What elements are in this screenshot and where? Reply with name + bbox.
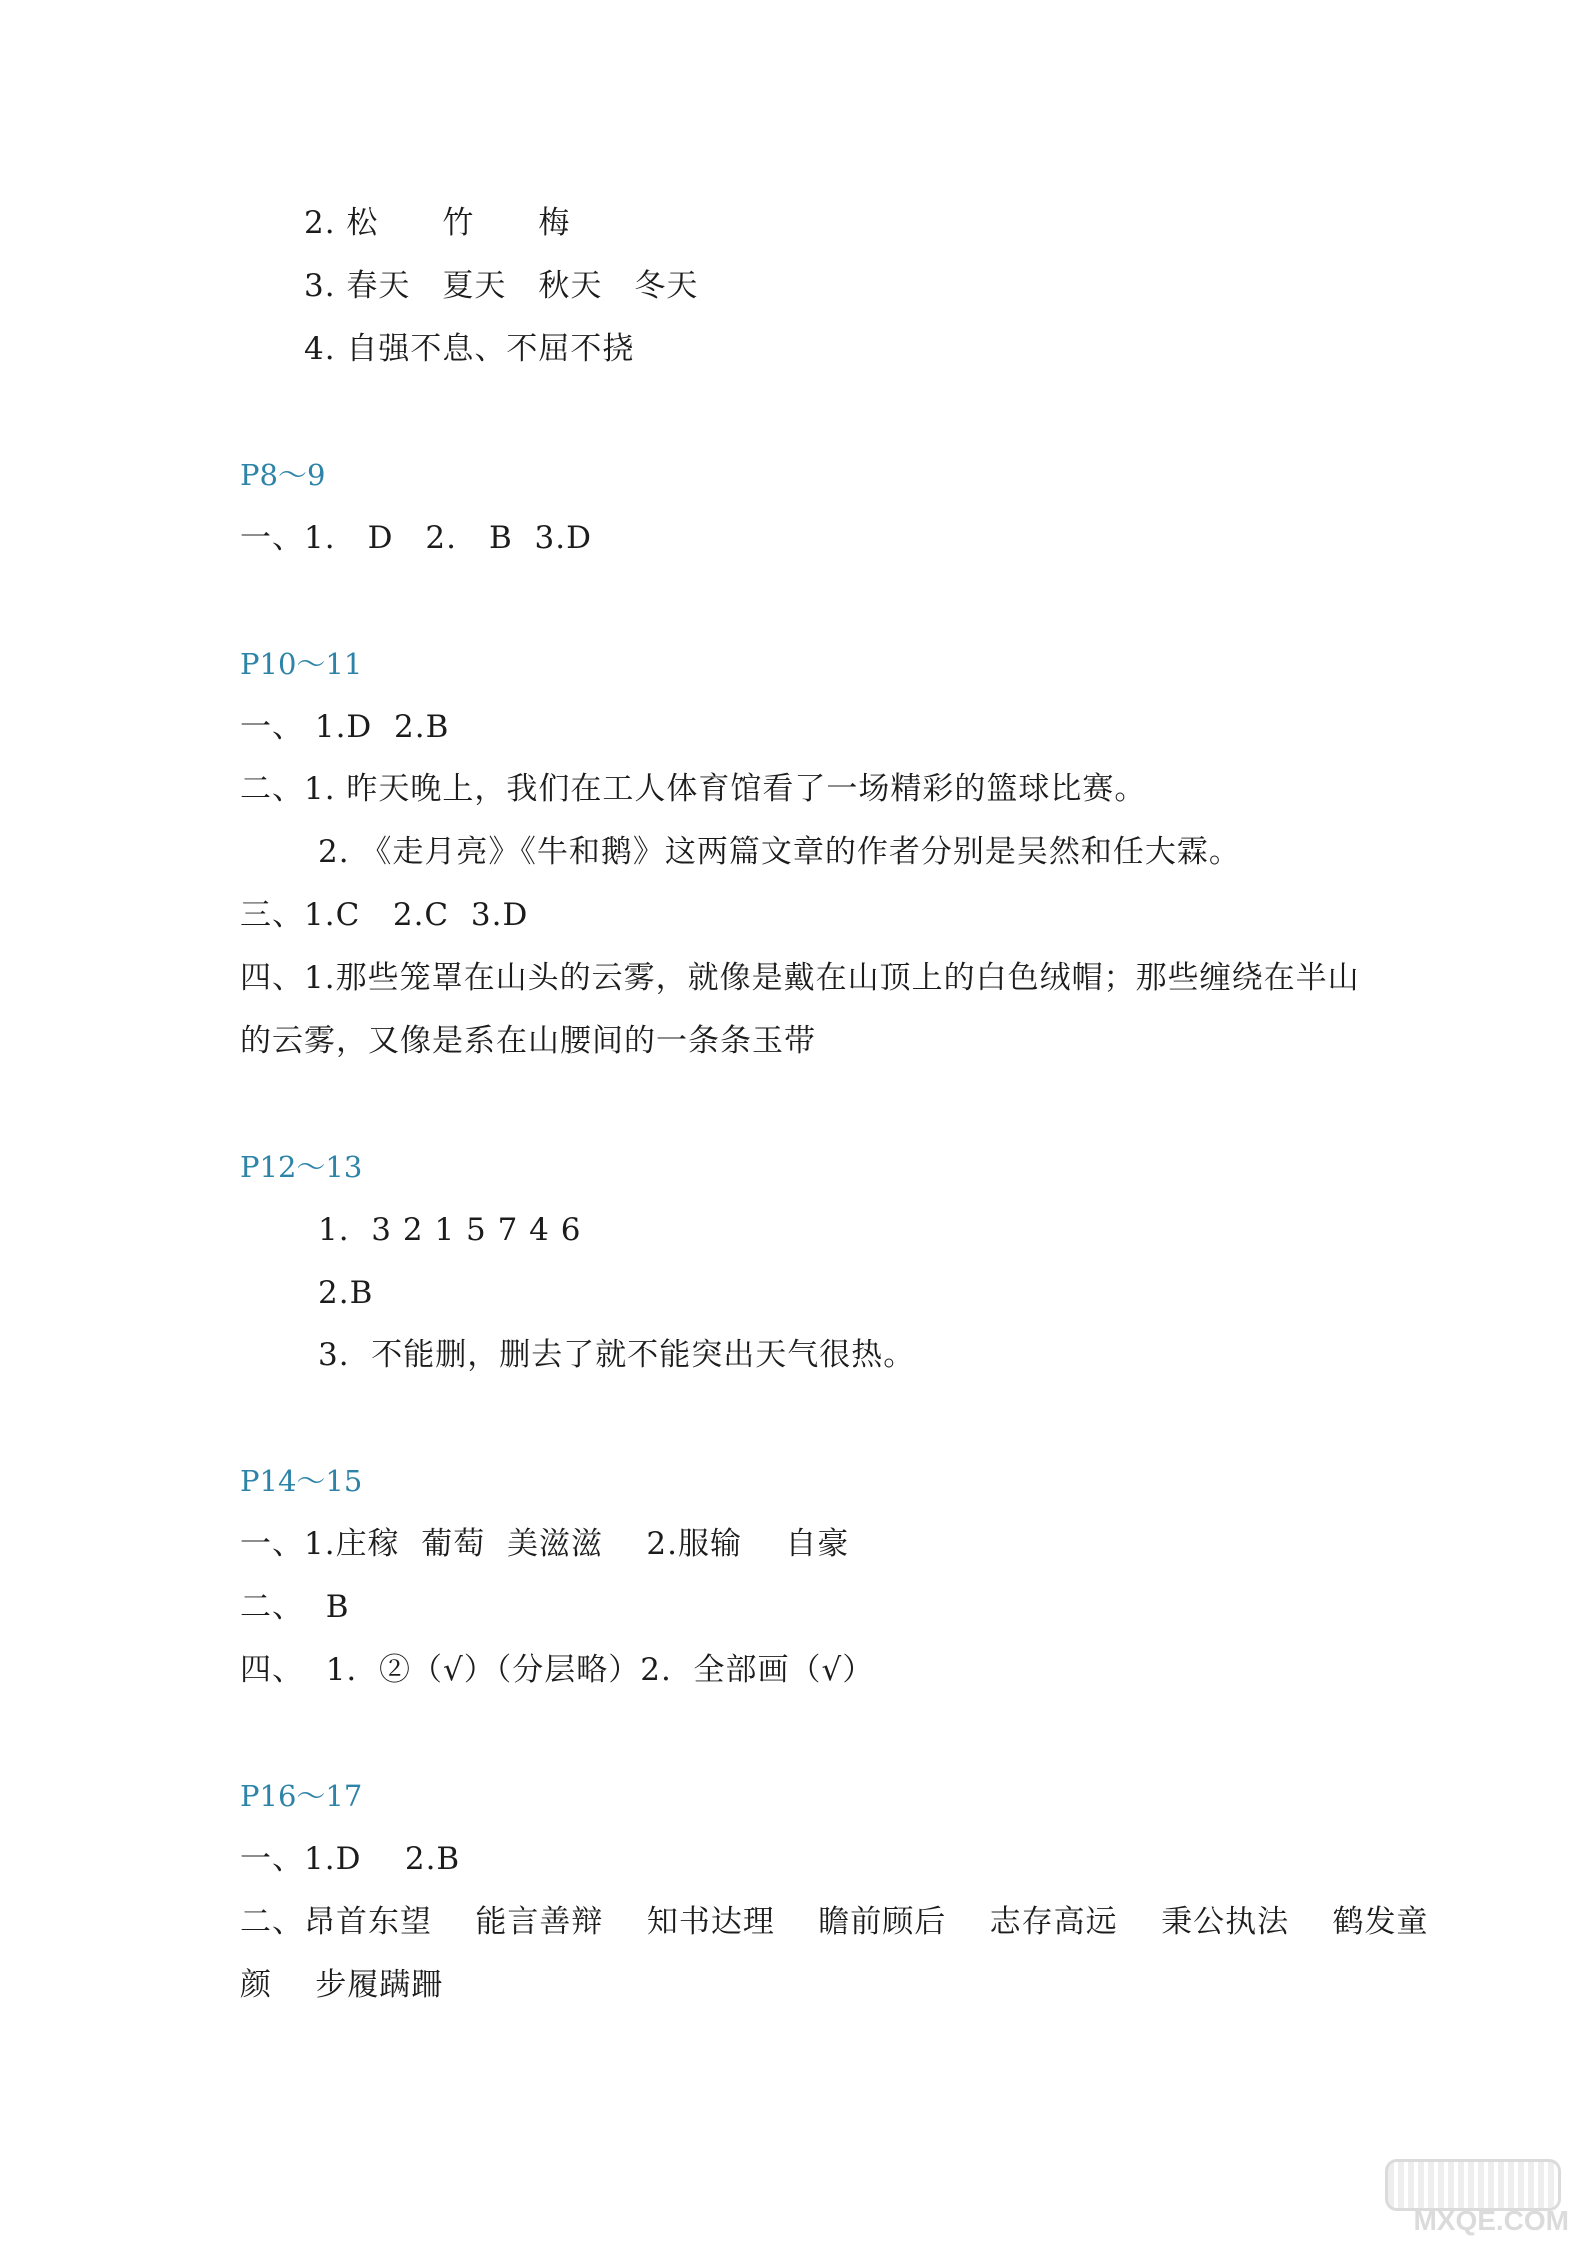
answer-line: 二、昂首东望 能言善辩 知书达理 瞻前顾后 志存高远 秉公执法 鹤发童 — [240, 1904, 1429, 1940]
watermark — [1369, 2159, 1569, 2237]
answer-line: 一、1. D 2. B 3.D — [240, 520, 592, 556]
answer-line: 四、1.那些笼罩在山头的云雾，就像是戴在山顶上的白色绒帽；那些缠绕在半山 — [240, 960, 1360, 996]
answer-line: 2.B — [318, 1275, 374, 1311]
answer-line: 四、 1. ②（√）（分层略）2. 全部画（√） — [240, 1652, 875, 1688]
watermark-text: MXQE.COM — [1413, 2205, 1569, 2236]
page-range-heading: P16～17 — [240, 1779, 363, 1813]
answer-line: 一、1.庄稼 葡萄 美滋滋 2.服输 自豪 — [240, 1526, 850, 1562]
answer-line: 4. 自强不息、不屈不挠 — [304, 331, 635, 367]
answer-line: 颜 步履蹒跚 — [240, 1967, 444, 2003]
answer-line: 3. 不能删，删去了就不能突出天气很热。 — [318, 1337, 916, 1373]
answer-line: 二、 B — [240, 1589, 350, 1625]
page-range-heading: P8～9 — [240, 458, 326, 492]
page-range-heading: P12～13 — [240, 1150, 363, 1184]
answer-line: 的云雾，又像是系在山腰间的一条条玉带 — [240, 1023, 816, 1059]
watermark-logo-icon — [1385, 2159, 1561, 2211]
answer-line: 二、1. 昨天晚上，我们在工人体育馆看了一场精彩的篮球比赛。 — [240, 771, 1147, 807]
answer-line: 2. 《走月亮》《牛和鹅》这两篇文章的作者分别是吴然和任大霖。 — [318, 834, 1241, 870]
answer-line: 2. 松 竹 梅 — [304, 205, 571, 241]
page-range-heading: P10～11 — [240, 647, 363, 681]
answer-line: 三、1.C 2.C 3.D — [240, 897, 529, 933]
answer-line: 3. 春天 夏天 秋天 冬天 — [304, 268, 699, 304]
answer-line: 一、 1.D 2.B — [240, 709, 450, 745]
answer-line: 1. 3 2 1 5 7 4 6 — [318, 1212, 582, 1248]
page-range-heading: P14～15 — [240, 1464, 363, 1498]
answer-line: 一、1.D 2.B — [240, 1841, 461, 1877]
